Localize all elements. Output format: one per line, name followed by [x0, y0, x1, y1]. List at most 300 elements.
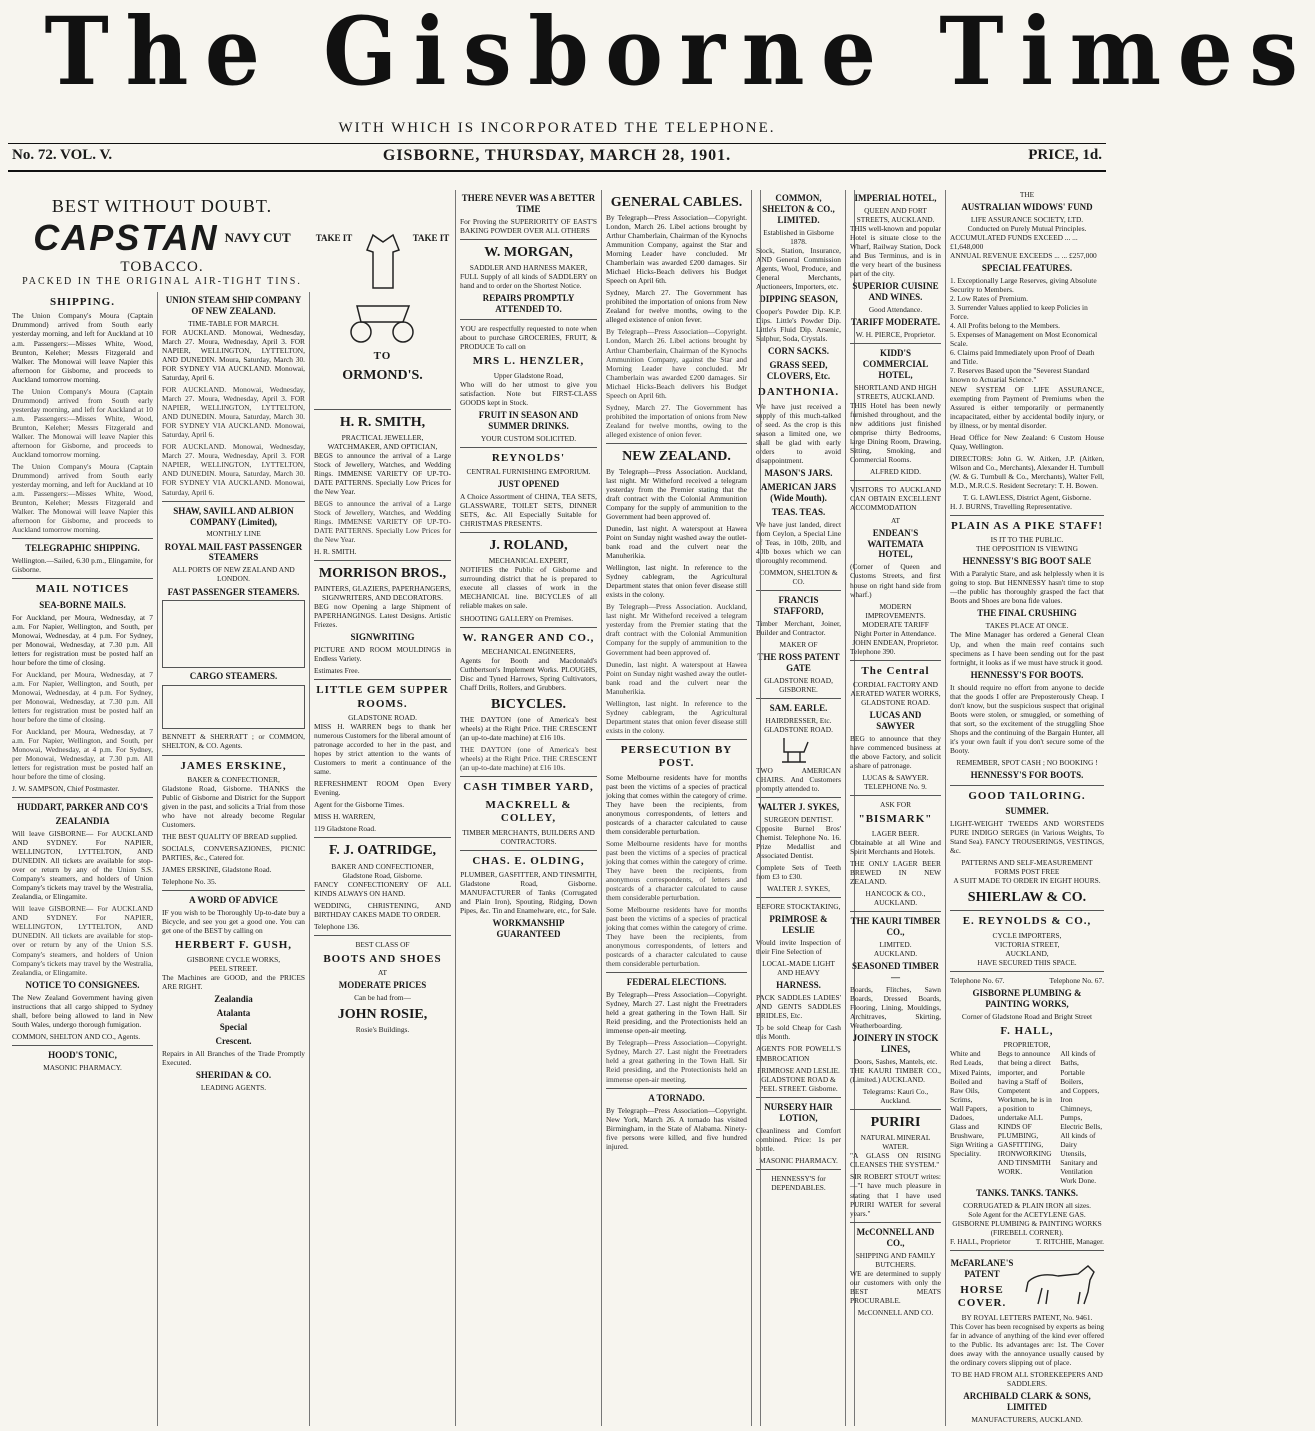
before-stocktaking: BEFORE STOCKTAKING, [756, 902, 841, 912]
right-list [1060, 1049, 1104, 1184]
smith-heading: H. R. SMITH, [339, 414, 426, 430]
teas: TEAS. TEAS. [771, 506, 826, 517]
telegraphic-heading: TELEGRAPHIC SHIPPING. [25, 543, 140, 554]
mail-text: For Auckland, per Moura, Wednesday, at 7 a.m. For Napier, Wellington, and South, per Monowai, Wednesday, at 4 p.m. For Sydney, per Monowai, Wednesday, at 7.30 p.m. All letters for registration must be posted half an hour before the time of closing. [12, 612, 153, 667]
feature-4: 4. All Profits belong to the Members. [950, 321, 1061, 331]
cycle-importers: CYCLE IMPORTERS, [992, 930, 1062, 940]
widows-text: NEW SYSTEM OF LIFE ASSURANCE, exempting from Payment of Premiums when the Assured is either temporarily or permanently incapacitated, either by accidental bodily injury, or by illness, or by mental disorder. [950, 384, 1104, 430]
sykes-sign: WALTER J. SYKES, [767, 884, 830, 894]
take-it-right: TAKE IT [412, 233, 450, 243]
telephone-9: TELEPHONE No. 9. [864, 782, 927, 792]
horse-text: This Cover has been recognised by experts as being far in advance of anything of the kind ever offered to the Public. Its advantages are: 1st. The Cover does away with the annoyance usually caused by the ordinary covers slipping out of place. [950, 1321, 1104, 1367]
joinery-text: Doors, Sashes, Mantels, etc. [853, 1057, 938, 1067]
good-tailoring: GOOD TAILORING. [968, 789, 1086, 802]
plain-heading: PLAIN AS A PIKE STAFF! [951, 519, 1103, 532]
hall-text: Begs to announce that being a direct importer, and having a Staff of Competent Workmen, he is in a position to undertake ALL KINDS OF PLUMBING, GASFITTING, IRONWORKING AND TINSMITH WORK. [997, 1049, 1052, 1176]
telephone-67-left: Telephone No. 67. [950, 976, 1005, 986]
capstan-line1: BEST WITHOUT DOUBT. [51, 196, 273, 216]
moderate-prices: MODERATE PRICES [338, 980, 427, 991]
sheridan: SHERIDAN & CO. [195, 1069, 272, 1080]
gush-sub2: PEEL STREET. [209, 963, 258, 973]
morrison-sub: PAINTERS, GLAZIERS, PAPERHANGERS, SIGNWRITERS, AND DECORATORS. [314, 584, 451, 603]
opposition: THE OPPOSITION IS VIEWING [976, 544, 1078, 554]
huddart-agents: COMMON, SHELTON AND CO., Agents. [12, 1031, 141, 1041]
carriage-icon [343, 298, 423, 344]
gem-sub: GLADSTONE ROAD. [348, 713, 417, 723]
nursery-text: Cleanliness and Comfort combined. Price: 1s per bottle. [756, 1125, 841, 1153]
sydney-text-2: Sydney, March 27. The Government has prohibited the importation of onions from New Zealand for twelve months, owing to the alleged existence of onion fever. [606, 402, 747, 439]
dipping-season: DIPPING SEASON, [759, 294, 838, 305]
mackrell-heading: MACKRELL & COLLEY, [485, 798, 572, 825]
nz-text-6: Wellington, last night. In reference to the Sydney cablegram, the Agricultural Department states that onion fever disease still exists in the colony. [606, 698, 747, 735]
hennessy-text: It should require no effort from anyone to decide that the goods I offer are Preposterously Cheap. I don't know, but the suspicious suspect that original Boots were stolen, or smuggled, or something of that sort, so the excitement of the struggling Shoe Shops and the continuing of the Bargain Hunter, all it's your own fault if you don't secure some of the Booty. [950, 682, 1104, 755]
bismark: "BISMARK" [858, 813, 933, 826]
rosie-heading: JOHN ROSIE, [337, 1007, 428, 1023]
mail-text-2: For Auckland, per Moura, Wednesday, at 7 a.m. For Napier, Wellington, and South, per Monowai, Wednesday, at 4 p.m. For Sydney, per Monowai, Wednesday, at 7.30 p.m. All letters for registration must be posted half an hour before the time of closing. [12, 669, 153, 724]
masthead-subtitle: WITH WHICH IS INCORPORATED THE TELEPHONE. [338, 120, 776, 136]
primrose-2: PRIMROSE AND LESLIE. [757, 1065, 840, 1075]
right-list-item: and Coppers, [1060, 1085, 1100, 1095]
obtainable: Obtainable at all Wine and Spirit Merchants and Hotels. [850, 837, 941, 856]
reynolds-sub: CENTRAL FURNISHING EMPORIUM. [466, 467, 591, 477]
huddart-sub: ZEALANDIA [55, 816, 110, 827]
corn-sacks: CORN SACKS. [767, 346, 829, 357]
summer-text: LIGHT-WEIGHT TWEEDS AND WORSTEDS PURE INDIGO SERGES (in Various Weights, To Stand Sea). FANCY TROUSERINGS, VESTINGS, &c. [950, 819, 1104, 856]
general-cables-heading: GENERAL CABLES. [610, 195, 743, 210]
brand-atalanta: Atalanta [216, 1007, 251, 1018]
hoods-sub: MASONIC PHARMACY. [43, 1062, 122, 1072]
teas-text: We have just landed, direct from Ceylon, a Special Line of Teas, in 10lb, 20lb, and 40lb boxes which we can thoroughly recommend. [756, 519, 841, 565]
night-porter: Night Porter in Attendance. [854, 628, 937, 638]
smith-text: BEGS to announce the arrival of a Large Stock of Jewellery, Watches, and Wedding Rings. IMMENSE VARIETY OF UP-TO-DATE PATTERNS. Specially Low Prices for the New Year. [314, 450, 451, 496]
brand-crescent: Crescent. [215, 1035, 252, 1046]
capstan-brand: CAPSTAN [33, 217, 219, 258]
capstan-navy-cut: NAVY CUT [224, 230, 291, 245]
mackrell-sub: TIMBER MERCHANTS, BUILDERS AND CONTRACTORS. [462, 827, 595, 846]
archibald: ARCHIBALD CLARK & SONS, LIMITED [963, 1391, 1091, 1413]
suit-made: A SUIT MADE TO ORDER IN EIGHT HOURS. [953, 876, 1101, 886]
endean-sub: (Corner of Queen and Customs Streets, and first house on right hand side from wharf.) [850, 562, 941, 599]
letters-patent: BY ROYAL LETTERS PATENT, No. 9461. [961, 1312, 1093, 1322]
sykes-sub: SURGEON DENTIST. [764, 815, 833, 824]
plain-text: With a Paralytic Stare, and ask helplessly when it is going to stop. But HENNESSY hasn't time to stop—the public has thoroughly grasped the fact that Boots and Shoes are bona fide values. [950, 569, 1104, 606]
right-list-item: Iron Chimneys, [1060, 1094, 1093, 1113]
central-heading: The Central [861, 664, 930, 677]
smith-text-2: BEGS to announce the arrival of a Large Stock of Jewellery, Watches, and Wedding Rings. IMMENSE VARIETY OF UP-TO-DATE PATTERNS. Specially Low Prices for the New Year. [314, 498, 451, 544]
widows-accumulated: ACCUMULATED FUNDS EXCEED ... ... £1,648,000 [950, 233, 1078, 252]
firebell: (FIREBELL CORNER). [990, 1227, 1064, 1237]
dateline [8, 143, 1106, 172]
harness: HARNESS. [776, 980, 821, 991]
morrison-text: BEG now Opening a large Shipment of PAPERHANGINGS. Latest Designs. Artistic Friezes. [314, 602, 451, 630]
special-features: SPECIAL FEATURES. [981, 263, 1073, 274]
feature-1: 1. Exceptionally Large Reserves, giving Absolute Security to Members. [950, 276, 1097, 295]
persecution-text-3: Some Melbourne residents have for months past been the victims of a species of practical joking that comes within the category of crime. They have been the recipients, from anonymous correspondents, of letters and postcards of a character calculated to cause them considerable perturbation. [606, 905, 747, 969]
to-label: TO [373, 350, 392, 363]
custom-solicited: YOUR CUSTOM SOLICITED. [480, 433, 577, 443]
fast-passenger: FAST PASSENGER STEAMERS. [167, 586, 300, 597]
erskine-text: Gladstone Road, Gisborne. THANKS the Public of Gisborne and District for the Support given in the past, and solicits a Trial from those who have not already become Regular Customers. [162, 783, 305, 830]
cash-timber: CASH TIMBER YARD, [463, 781, 594, 794]
right-list-item: All kinds of Dairy Utensils, [1060, 1130, 1096, 1158]
central-road: GLADSTONE ROAD. [861, 698, 930, 708]
lager-beer: LAGER BEER. [871, 828, 920, 838]
picture-mouldings: PICTURE AND ROOM MOULDINGS in Endless Variety. [314, 645, 451, 664]
feature-3: 3. Surrender Values applied to keep Policies in Force. [950, 303, 1088, 322]
kauri-sign: THE KAURI TIMBER CO., (Limited.) AUCKLAND. [850, 1066, 941, 1085]
maker-of: MAKER OF [779, 639, 818, 649]
sold-cheap: To be sold Cheap for Cash this Month. [756, 1023, 841, 1042]
seasoned: SEASONED TIMBER— [851, 961, 940, 983]
head-office: Head Office for New Zealand: 6 Custom House Quay, Wellington. [950, 432, 1104, 451]
signwriting: SIGNWRITING [350, 632, 415, 643]
primrose-road: GLADSTONE ROAD & PEEL STREET. Gisborne. [759, 1074, 838, 1093]
hall-prop: F. HALL, Proprietor [950, 1237, 1011, 1247]
sheridan-sub: LEADING AGENTS. [200, 1082, 267, 1092]
powells: AGENTS FOR POWELL'S EMBROCATION [756, 1044, 841, 1063]
column-6 [752, 190, 846, 1426]
all-ports: ALL PORTS OF NEW ZEALAND AND LONDON. [172, 565, 295, 584]
kidds-heading: KIDD'S COMMERCIAL HOTEL, [862, 348, 929, 381]
left-list-item: White and Red Leads, [950, 1049, 984, 1068]
warren-sub: 119 Gladstone Road. [314, 824, 376, 834]
e-reynolds: E. REYNOLDS & CO., [962, 915, 1092, 928]
persecution-text-2: Some Melbourne residents have for months past been the victims of a species of practical joking that comes within the category of crime. They have been the recipients, from anonymous correspondents, of letters and postcards of a character calculated to cause them considerable perturbation. [606, 838, 747, 902]
complete-sets: Complete Sets of Teeth from £3 to £30. [756, 863, 841, 882]
hall-heading: F. HALL, [1000, 1025, 1054, 1038]
final-sub: TAKES PLACE AT ONCE. [985, 621, 1069, 631]
erskine-sign: JAMES ERSKINE, Gladstone Road. [162, 865, 272, 875]
henzler-intro: YOU are respectfully requested to note when about to purchase GROCERIES, FRUIT, & PRODUCE To call on [460, 324, 597, 352]
agent-times: Agent for the Gisborne Times. [314, 800, 405, 810]
workmanship: WORKMANSHIP GUARANTEED [492, 918, 565, 940]
huddart-heading: HUDDART, PARKER AND CO'S [17, 802, 148, 813]
gush-heading: HERBERT F. GUSH, [174, 939, 293, 952]
lawless: T. G. LAWLESS, District Agent, Gisborne. [962, 492, 1092, 502]
timetable-text: FOR AUCKLAND. Monowai, Wednesday, March 27. Moura, Wednesday, April 3. FOR NAPIER, WELLINGTON, LYTTELTON, AND DUNEDIN. Moura, Saturday, March 30. FOR SYDNEY VIA AUCKLAND. Monowai, Saturday, April 6. [162, 327, 305, 383]
can-be-had: Can be had from— [354, 993, 411, 1003]
grass-seed: GRASS SEED, CLOVERS, Etc. [766, 360, 831, 382]
henzler-sub: Upper Gladstone Road, [493, 370, 564, 380]
sydney-text: Sydney, March 27. The Government has prohibited the importation of onions from New Zealand for twelve months, owing to the alleged existence of onion fever. [606, 288, 747, 325]
just-opened: JUST OPENED [497, 479, 560, 490]
telephone-67-right: Telephone No. 67. [1049, 976, 1104, 986]
smith-sub: PRACTICAL JEWELLER, WATCHMAKER, AND OPTICIAN, [327, 432, 438, 451]
shipping-text-2: The Union Company's Moura (Captain Drummond) arrived from South early yesterday morning, and left for Auckland at 10 a.m. Passengers:—Misses White, Wood, Brunton, Keleher; Messrs Fitzgerald and Walker. The Monowai will leave Napier this afternoon for Gisborne, and proceeds to Auckland tomorrow morning. [12, 386, 153, 459]
telegrams: Telegrams: Kauri Co., Auckland. [862, 1087, 929, 1106]
federal-text: By Telegraph—Press Association—Copyright. Sydney, March 27. Last night the Freetraders held a great gathering in the Town Hall. Sir Reid presiding, and the Protectionists held an immense open-air meeting. [606, 990, 747, 1036]
henzler-text: Who will do her utmost to give you satisfaction. Note but FIRST-CLASS GOODS kept in Stock. [460, 379, 597, 407]
roland-heading: J. ROLAND, [489, 538, 568, 554]
bicycles-text: THE DAYTON (one of America's best wheels) at the Right Price. THE CRESCENT (an up-to-date machine) at £16 10s. [460, 715, 597, 743]
cargo-steamers: CARGO STEAMERS. [189, 671, 278, 682]
gem-heading: LITTLE GEM SUPPER ROOMS. [316, 684, 449, 710]
roland-text: NOTIFIES the Public of Gisborne and surrounding district that he is prepared to execute all classes of work in the MECHANICAL line. BICYCLES of all reliable makes on sale. [460, 565, 597, 611]
kidd-sign: ALFRED KIDD. [870, 467, 921, 477]
lucas-text: BEG to announce that they have commenced business at the above Factory, and solicit a share of patronage. [850, 734, 941, 771]
column-8 [946, 190, 1108, 1426]
nz-text-4: By Telegraph—Press Association. Auckland, last night. Mr Witheford received a telegram yesterday from the Premier stating that the draft contract with the Colonial Ammunition Company for the supply of ammunition to the Government had been approved of. [606, 602, 747, 657]
summer: SUMMER. [1005, 806, 1049, 817]
oatridge-road: Gladstone Road, Gisborne. [342, 870, 423, 880]
at-endean: AT [890, 515, 901, 525]
fancy-confectionery: FANCY CONFECTIONERY OF ALL KINDS ALWAYS ON HAND. [314, 879, 451, 898]
column-3 [310, 190, 456, 1426]
boots-shoes: BOOTS AND SHOES [323, 952, 442, 965]
lucas-sign: LUCAS & SAWYER. [862, 773, 929, 783]
repairs: Repairs in All Branches of the Trade Promptly Executed. [162, 1048, 305, 1067]
endean-heading: ENDEAN'S WAITEMATA HOTEL, [867, 527, 924, 560]
best-quality: THE BEST QUALITY OF BREAD supplied. [162, 832, 298, 842]
bicycles-text-2: THE DAYTON (one of America's best wheels) at the Right Price. THE CRESCENT (an up-to-date machine) at £16 10s. [460, 745, 597, 773]
capstan-packed: PACKED IN THE ORIGINAL AIR-TIGHT TINS. [22, 276, 302, 287]
nursery-lotion: NURSERY HAIR LOTION, [764, 1101, 833, 1123]
imperial-text: THIS well-known and popular Hotel is situate close to the Wharf, Railway Station, Dock and Bus Terminus, and is in the very heart of the business part of the city. [850, 224, 941, 279]
masonic-pharmacy: MASONIC PHARMACY. [759, 1155, 838, 1165]
common-sign: COMMON, SHELTON & CO. [759, 567, 838, 586]
right-list-item: Electric Bells, [1060, 1121, 1103, 1131]
union-heading: UNION STEAM SHIP COMPANY OF NEW ZEALAND. [165, 295, 302, 316]
shooting-gallery: SHOOTING GALLERY on Premises. [460, 613, 574, 623]
reynolds-text: A Choice Assortment of CHINA, TEA SETS, GLASSWARE, TOILET SETS, DINNER SETS, &c. All Especially Suitable for CHRISTMAS PRESENTS. [460, 492, 597, 529]
seasoned-text: Boards, Flitches, Sawn Boards, Dressed Boards, Flooring, Lining, Mouldings, Architraves, Skirting, Weatherboarding. [850, 985, 941, 1031]
left-list-item: Wall Papers, Dadoes, [950, 1103, 988, 1122]
gush-sub: GISBORNE CYCLE WORKS, [186, 954, 281, 964]
widows-annual: ANNUAL REVENUE EXCEEDS ... ... £257,000 [950, 251, 1097, 261]
morgan-sub: SADDLER AND HARNESS MAKER, [469, 263, 588, 273]
hennessy-boots: HENNESSY'S FOR BOOTS. [970, 669, 1084, 680]
endean-sign: JOHN ENDEAN, Proprietor. [852, 637, 939, 647]
word-text: IF you wish to be Thoroughly Up-to-date buy a Bicycle, and see you get a good one. You can get one of the BEST by calling on [162, 908, 305, 936]
mcconnell-sub: SHIPPING AND FAMILY BUTCHERS. [855, 1250, 936, 1269]
right-list-item: Pumps, [1060, 1112, 1083, 1122]
imperial-heading: IMPERIAL HOTEL, [854, 193, 937, 203]
joinery: JOINERY IN STOCK LINES, [852, 1033, 939, 1055]
column-1 [8, 292, 158, 1426]
federal-text-2: By Telegraph—Press Association—Copyright. Sydney, March 27. Last night the Freetraders held a great gathering in the Town Hall. Sir Reid presiding, and the Protectionists held an immense open-air meeting. [606, 1038, 747, 1084]
feature-6: 6. Claims paid Immediately upon Proof of Death and Title. [950, 348, 1095, 367]
tornado-text: By Telegraph—Press Association—Copyright. New York, March 26. A tornado has visited Birmingham, in the State of Alabama. Ninety-five persons were killed, and five hundred injured. [606, 1105, 747, 1151]
hennessy-dependables: HENNESSY'S for DEPENDABLES. [771, 1173, 826, 1192]
feature-2: 2. Low Rates of Premium. [950, 294, 1029, 304]
reynolds-heading: REYNOLDS' [491, 451, 566, 464]
burns: H. J. BURNS, Travelling Representative. [950, 501, 1072, 511]
best-class: BEST CLASS OF [355, 939, 410, 949]
oatridge-sub: BAKER AND CONFECTIONER, [331, 861, 434, 871]
nz-text-3: Wellington, last night. In reference to the Sydney cablegram, the Agricultural Department states that onion fever disease still exists in the colony. [606, 563, 747, 600]
stafford-heading: FRANCIS STAFFORD, [773, 594, 824, 616]
only-lager: THE ONLY LAGER BEER BREWED IN NEW ZEALAND. [850, 858, 941, 886]
seaborne-heading: SEA-BORNE MAILS. [39, 599, 126, 610]
ormonds: ORMOND'S. [342, 368, 423, 384]
notice-heading: NOTICE TO CONSIGNEES. [25, 979, 140, 990]
kauri-sub: LIMITED. [879, 940, 912, 949]
widows-heading: AUSTRALIAN WIDOWS' FUND [961, 202, 1093, 213]
sykes-text: Opposite Burnel Bros' Chemist. Telephone No. 16. Prize Medallist and Associated Dentist. [756, 824, 841, 861]
plain-sub: IS IT TO THE PUBLIC. [990, 535, 1064, 545]
kidds-sub: SHORTLAND AND HIGH STREETS, AUCKLAND. [854, 383, 937, 402]
mail-text-3: For Auckland, per Moura, Wednesday, at 7 a.m. For Napier, Wellington, and South, per Monowai, Wednesday, at 4 p.m. For Sydney, per Monowai, Wednesday, at 7.30 p.m. All letters for registration must be posted half an hour before the time of closing. [12, 726, 153, 782]
nz-text-5: Dunedin, last night. A waterspout at Hawea Point on Sunday night washed away the outlet-bank road and the culvert near the Manuherikia. [606, 659, 747, 696]
plumbing-sub: Corner of Gladstone Road and Bright Street [961, 1011, 1093, 1021]
rosie-sub: Rosie's Buildings. [355, 1025, 410, 1035]
fast-passenger-table [162, 600, 305, 668]
kauri-auckland: AUCKLAND. [873, 949, 918, 959]
huddart-text-2: Will leave GISBORNE— For AUCKLAND AND SYDNEY. For NAPIER, WELLINGTON, LYTTELTON, AND DUNEDIN. All tickets are available for stop-over or return by any of the Union S.S. Company's steamers, and holders of Union Company's tickets may travel by the Westralia, Zealandia, or Elingamite. [12, 904, 153, 977]
telegraphic-text: Wellington.—Sailed, 6.30 p.m., Elingamite, for Gisborne. [12, 556, 153, 575]
left-list-item: Glass and Brushware, [950, 1121, 984, 1140]
dipping-text: Cooper's Powder Dip. K.P. Dips. Little's Powder Dip. Little's Fluid Dip. Arsenic, Sulphur, Soda, Crystals. [756, 307, 841, 344]
puriri-text: SIR ROBERT STOUT writes:—"I have much pleasure in stating that I have used PURIRI WATER for several years." [850, 1172, 941, 1218]
corrugated: CORRUGATED & PLAIN IRON all sizes. [962, 1200, 1092, 1210]
shipping-text: The Union Company's Moura (Captain Drummond) arrived from South early yesterday morning, and left for Auckland at 10 a.m. Passengers:—Misses White, Wood, Brunton, Keleher; Messrs Fitzgerald and Walker. The Monowai will leave Napier this afternoon for Gisborne, and proceeds to Auckland tomorrow morning. [12, 311, 153, 384]
shipping-heading: SHIPPING. [50, 296, 115, 308]
timetable-text-2: FOR AUCKLAND. Monowai, Wednesday, March 27. Moura, Wednesday, April 3. FOR NAPIER, WELLINGTON, LYTTELTON, AND DUNEDIN. Moura, Saturday, March 30. FOR SYDNEY VIA AUCKLAND. Monowai, Saturday, April 6. [162, 385, 305, 440]
column-6-border [752, 190, 761, 1426]
morgan-text: FULL Supply of all kinds of SADDLERY on hand and to order on the Shortest Notice. [460, 272, 597, 291]
hennessy-boots-2: HENNESSY'S FOR BOOTS. [970, 769, 1084, 780]
primrose-text: Would invite Inspection of their Fine Selection of [756, 938, 841, 957]
ask-for: ASK FOR [879, 800, 911, 810]
hoods-heading: HOOD'S TONIC, [48, 1049, 117, 1060]
persecution-text: Some Melbourne residents have for months past been the victims of a species of practical joking that comes within the category of crime. They have been the recipients, from anonymous correspondents, of letters and postcards of a character calculated to cause them considerable perturbation. [606, 772, 747, 836]
bennett-agents: BENNETT & SHERRATT ; or COMMON, SHELTON, & CO. Agents. [162, 732, 305, 751]
capstan-ad [12, 196, 312, 288]
visitors: VISITORS TO AUCKLAND CAN OBTAIN EXCELLENT ACCOMMODATION [850, 485, 941, 513]
patterns: PATTERNS AND SELF-MEASUREMENT FORMS POST FREE [961, 858, 1093, 877]
tanks: TANKS. TANKS. TANKS. [976, 1187, 1078, 1198]
superior-cuisine: SUPERIOR CUISINE AND WINES. [852, 281, 939, 303]
plumbing-heading: GISBORNE PLUMBING & PAINTING WORKS, [972, 988, 1082, 1010]
kidds-text: THIS Hotel has been newly furnished throughout, and the new additions just finished comprise thirty Bedrooms, large Dining Room, Drawing, Sitting, Smoking, and Commercial Rooms. [850, 401, 941, 465]
ranger-sub: MECHANICAL ENGINEERS, [481, 646, 576, 656]
at-label: AT [377, 968, 388, 978]
modern: MODERN IMPROVEMENTS. MODERATE TARIFF [862, 601, 929, 629]
general-cables-text: By Telegraph—Press Association—Copyright. London, March 26. Libel actions brought by Arthur Chamberlain, Chairman of the Kynochs Ammunition Company, against the Star and Morning Leader have concluded. Mr Chamberlain was awarded £200 damages. Sir Michael Hicks-Beach delivers his Budget Speech on April 6th. [606, 213, 747, 286]
good-attendance: Good Attendance. [868, 305, 923, 315]
hall-sub: PROPRIETOR, [1003, 1040, 1051, 1050]
primrose-heading: PRIMROSE & LESLIE [769, 914, 828, 936]
horse-cover: HORSE COVER. [957, 1283, 1007, 1310]
warren: MISS H. WARREN, [314, 812, 376, 822]
date: GISBORNE, THURSDAY, MARCH 28, 1901. [382, 147, 732, 164]
final-text: The Mine Manager has ordered a General Clean Up, and when the main reef contains such specimens as I have been sending out for the past fortnight, it looks as if we must have struck it good. [950, 630, 1104, 667]
mcconnell-text: WE are determined to supply our customers with only the BEST MEATS PROCURABLE. [850, 1268, 941, 1305]
right-list-item: All kinds of Baths, [1060, 1049, 1096, 1068]
directors: DIRECTORS: John G. W. Aitken, J.P. (Aitken, Wilson and Co., Merchants), Alexander H. Turnbull (W. & G. Turnbull & Co., Merchants), Walter Fell, M.D., M.R.C.S. Resident Secretary: T. H. Bowen. [950, 453, 1104, 490]
issue-number: No. 72. VOL. V. [12, 147, 113, 163]
persecution-heading: PERSECUTION BY POST. [620, 743, 733, 770]
left-list-item: Scrims, [950, 1094, 973, 1104]
repairs-attended: REPAIRS PROMPTLY ATTENDED TO. [482, 293, 575, 315]
glass-on-rising: "A GLASS ON RISING CLEANSES THE SYSTEM." [850, 1151, 941, 1170]
hancock: HANCOCK & CO., AUCKLAND. [865, 889, 926, 908]
masons-jars: MASON'S JARS. [764, 467, 833, 478]
imperial-sub: QUEEN AND FORT STREETS, AUCKLAND. [856, 205, 935, 224]
tariff-moderate: TARIFF MODERATE. [850, 317, 941, 328]
olding-sub: PLUMBER, GASFITTER, AND TINSMITH, [460, 870, 597, 880]
notice-text: The New Zealand Government having given instructions that all cargo shipped to Sydney shall, before being allowed to land in New South Wales, undergo thorough fumigation. [12, 992, 153, 1029]
left-list-item: Mixed Paints, [950, 1067, 992, 1077]
nz-text: By Telegraph—Press Association. Auckland, last night. Mr Witheford received a telegram yesterday from the Premier stating that the draft contract with the Colonial Ammunition Company for the supply of ammunition to the Government had been approved of. [606, 466, 747, 522]
left-list-item: Sign Writing a Speciality. [950, 1139, 994, 1158]
column-5 [602, 190, 752, 1426]
monthly-line: MONTHLY LINE [206, 529, 261, 539]
acetylene: Sole Agent for the ACETYLENE GAS. [968, 1209, 1086, 1219]
left-list-item: Boiled and Raw Oils, [950, 1076, 983, 1095]
column-2 [158, 292, 310, 1426]
better-time: THERE NEVER WAS A BETTER TIME [461, 193, 596, 214]
earle-road: GLADSTONE ROAD. [764, 724, 833, 734]
oatridge-heading: F. J. OATRIDGE, [329, 843, 436, 859]
roland-sub: MECHANICAL EXPERT, [488, 556, 569, 566]
gem-text: MISS H. WARREN begs to thank her numerous Customers for the liberal amount of patronage accorded to her in the past, and hopes by strict attention to the wants of Customers to merit a continuance of the same. [314, 722, 451, 777]
horse-icon [1018, 1262, 1104, 1306]
timetable-heading: TIME-TABLE FOR MARCH. [188, 318, 279, 328]
proving: For Proving the SUPERIORITY OF EAST'S BAKING POWDER OVER ALL OTHERS [460, 216, 597, 235]
auckland: AUCKLAND, [1005, 948, 1049, 958]
nz-text-2: Dunedin, last night. A waterspout at Hawea Point on Sunday night washed away the outlet-bank road and the culvert near the Manuherikia. [606, 524, 747, 561]
common-heading: COMMON, SHELTON & CO., LIMITED. [762, 193, 835, 225]
mcconnell-sign: McCONNELL AND CO. [857, 1307, 934, 1317]
local-made: LOCAL-MADE LIGHT AND HEAVY [762, 959, 835, 978]
mail-heading: MAIL NOTICES [35, 583, 130, 596]
ranger-heading: W. RANGER AND CO., [462, 631, 595, 644]
two-chairs: TWO AMERICAN CHAIRS. And Customers promptly attended to. [756, 765, 841, 793]
remember: REMEMBER, SPOT CASH ; NO BOOKING ! [956, 757, 1098, 767]
secured: HAVE SECURED THIS SPACE. [977, 957, 1077, 967]
shipping-text-3: The Union Company's Moura (Captain Drummond) arrived from South early yesterday morning, and left for Auckland at 10 a.m. Passengers:—Misses White, Wood, Brunton, Keleher; Messrs Fitzgerald and Walker. The Monowai will leave Napier this afternoon for Gisborne, and proceeds to Auckland tomorrow morning. [12, 461, 153, 535]
ross-gate: THE ROSS PATENT GATE [757, 651, 840, 673]
timetable-text-3: FOR AUCKLAND. Monowai, Wednesday, March 27. Moura, Wednesday, April 3. FOR NAPIER, WELLINGTON, LYTTELTON, AND DUNEDIN. Moura, Saturday, March 30. FOR SYDNEY VIA AUCKLAND. Monowai, Saturday, April 6. [162, 442, 305, 497]
stock-station: Stock, Station, Insurance, AND General Commission Agents, Wool, Produce, and General Merchants, Auctioneers, Importers, etc. [756, 245, 841, 292]
brand-zealandia: Zealandia [214, 993, 253, 1004]
wedding-cakes: WEDDING, CHRISTENING, AND BIRTHDAY CAKES MADE TO ORDER. [314, 900, 451, 919]
erskine-heading: JAMES ERSKINE, [180, 759, 287, 772]
gush-text: The Machines are GOOD, and the PRICES ARE RIGHT. [162, 972, 305, 991]
column-4 [456, 190, 602, 1426]
word-of-advice: A WORD OF ADVICE [189, 895, 278, 906]
barber-chair-icon [774, 734, 824, 764]
royal-mail: ROYAL MAIL FAST PASSENGER STEAMERS [164, 541, 303, 563]
stafford-road: GLADSTONE ROAD, GISBORNE. [764, 675, 833, 694]
fruit-season: FRUIT IN SEASON AND SUMMER DRINKS. [478, 409, 579, 431]
right-list-item: Portable Boilers, [1060, 1067, 1085, 1086]
erskine-telephone: Telephone No. 35. [162, 877, 217, 887]
refreshment: REFRESHMENT ROOM Open Every Evening. [314, 779, 451, 798]
final-crushing: THE FINAL CRUSHING [977, 608, 1077, 619]
ritchie: T. RITCHIE, Manager. [1035, 1237, 1104, 1247]
earle-heading: SAM. EARLE. [769, 702, 828, 713]
tornado-heading: A TORNADO. [648, 1092, 705, 1103]
earle-sub: HAIRDRESSER, Etc. [765, 715, 832, 725]
cordial-factory: CORDIAL FACTORY AND AERATED WATER WORKS, [850, 680, 941, 699]
price: PRICE, 1d. [1028, 147, 1102, 163]
olding-text: Gladstone Road, Gisborne. MANUFACTURER of Tanks (Corrugated and Plain Iron), Spouting, Ridging, Down Pipes, &c. Tin and Enamelware, etc., for Sale. [460, 879, 597, 916]
ranger-text: Agents for Booth and Macdonald's Cuthbertson's Implement Works. PLOUGHS, Disc and Tyned Harrows, Spring Cultivators, Chaff Drills, Rollers, and Grubbers. [460, 655, 597, 693]
estimates: Estimates Free. [314, 666, 360, 676]
lucas-heading: LUCAS AND SAWYER [869, 710, 922, 732]
danthonia: DANTHONIA. [757, 386, 840, 399]
telephone-136: Telephone 136. [314, 921, 360, 931]
federal-heading: FEDERAL ELECTIONS. [626, 977, 727, 988]
masthead [0, 0, 1315, 108]
manufacturers: MANUFACTURERS, AUCKLAND. [971, 1414, 1083, 1424]
danthonia-text: We have just received a supply of this much-talked of seed. As the crop is this season a limited one, we shall be glad with early orders to avoid disappointment. [756, 401, 841, 465]
morgan-heading: W. MORGAN, [484, 245, 573, 260]
column-7 [846, 190, 946, 1426]
shierlaw: SHIERLAW & CO. [967, 890, 1087, 906]
